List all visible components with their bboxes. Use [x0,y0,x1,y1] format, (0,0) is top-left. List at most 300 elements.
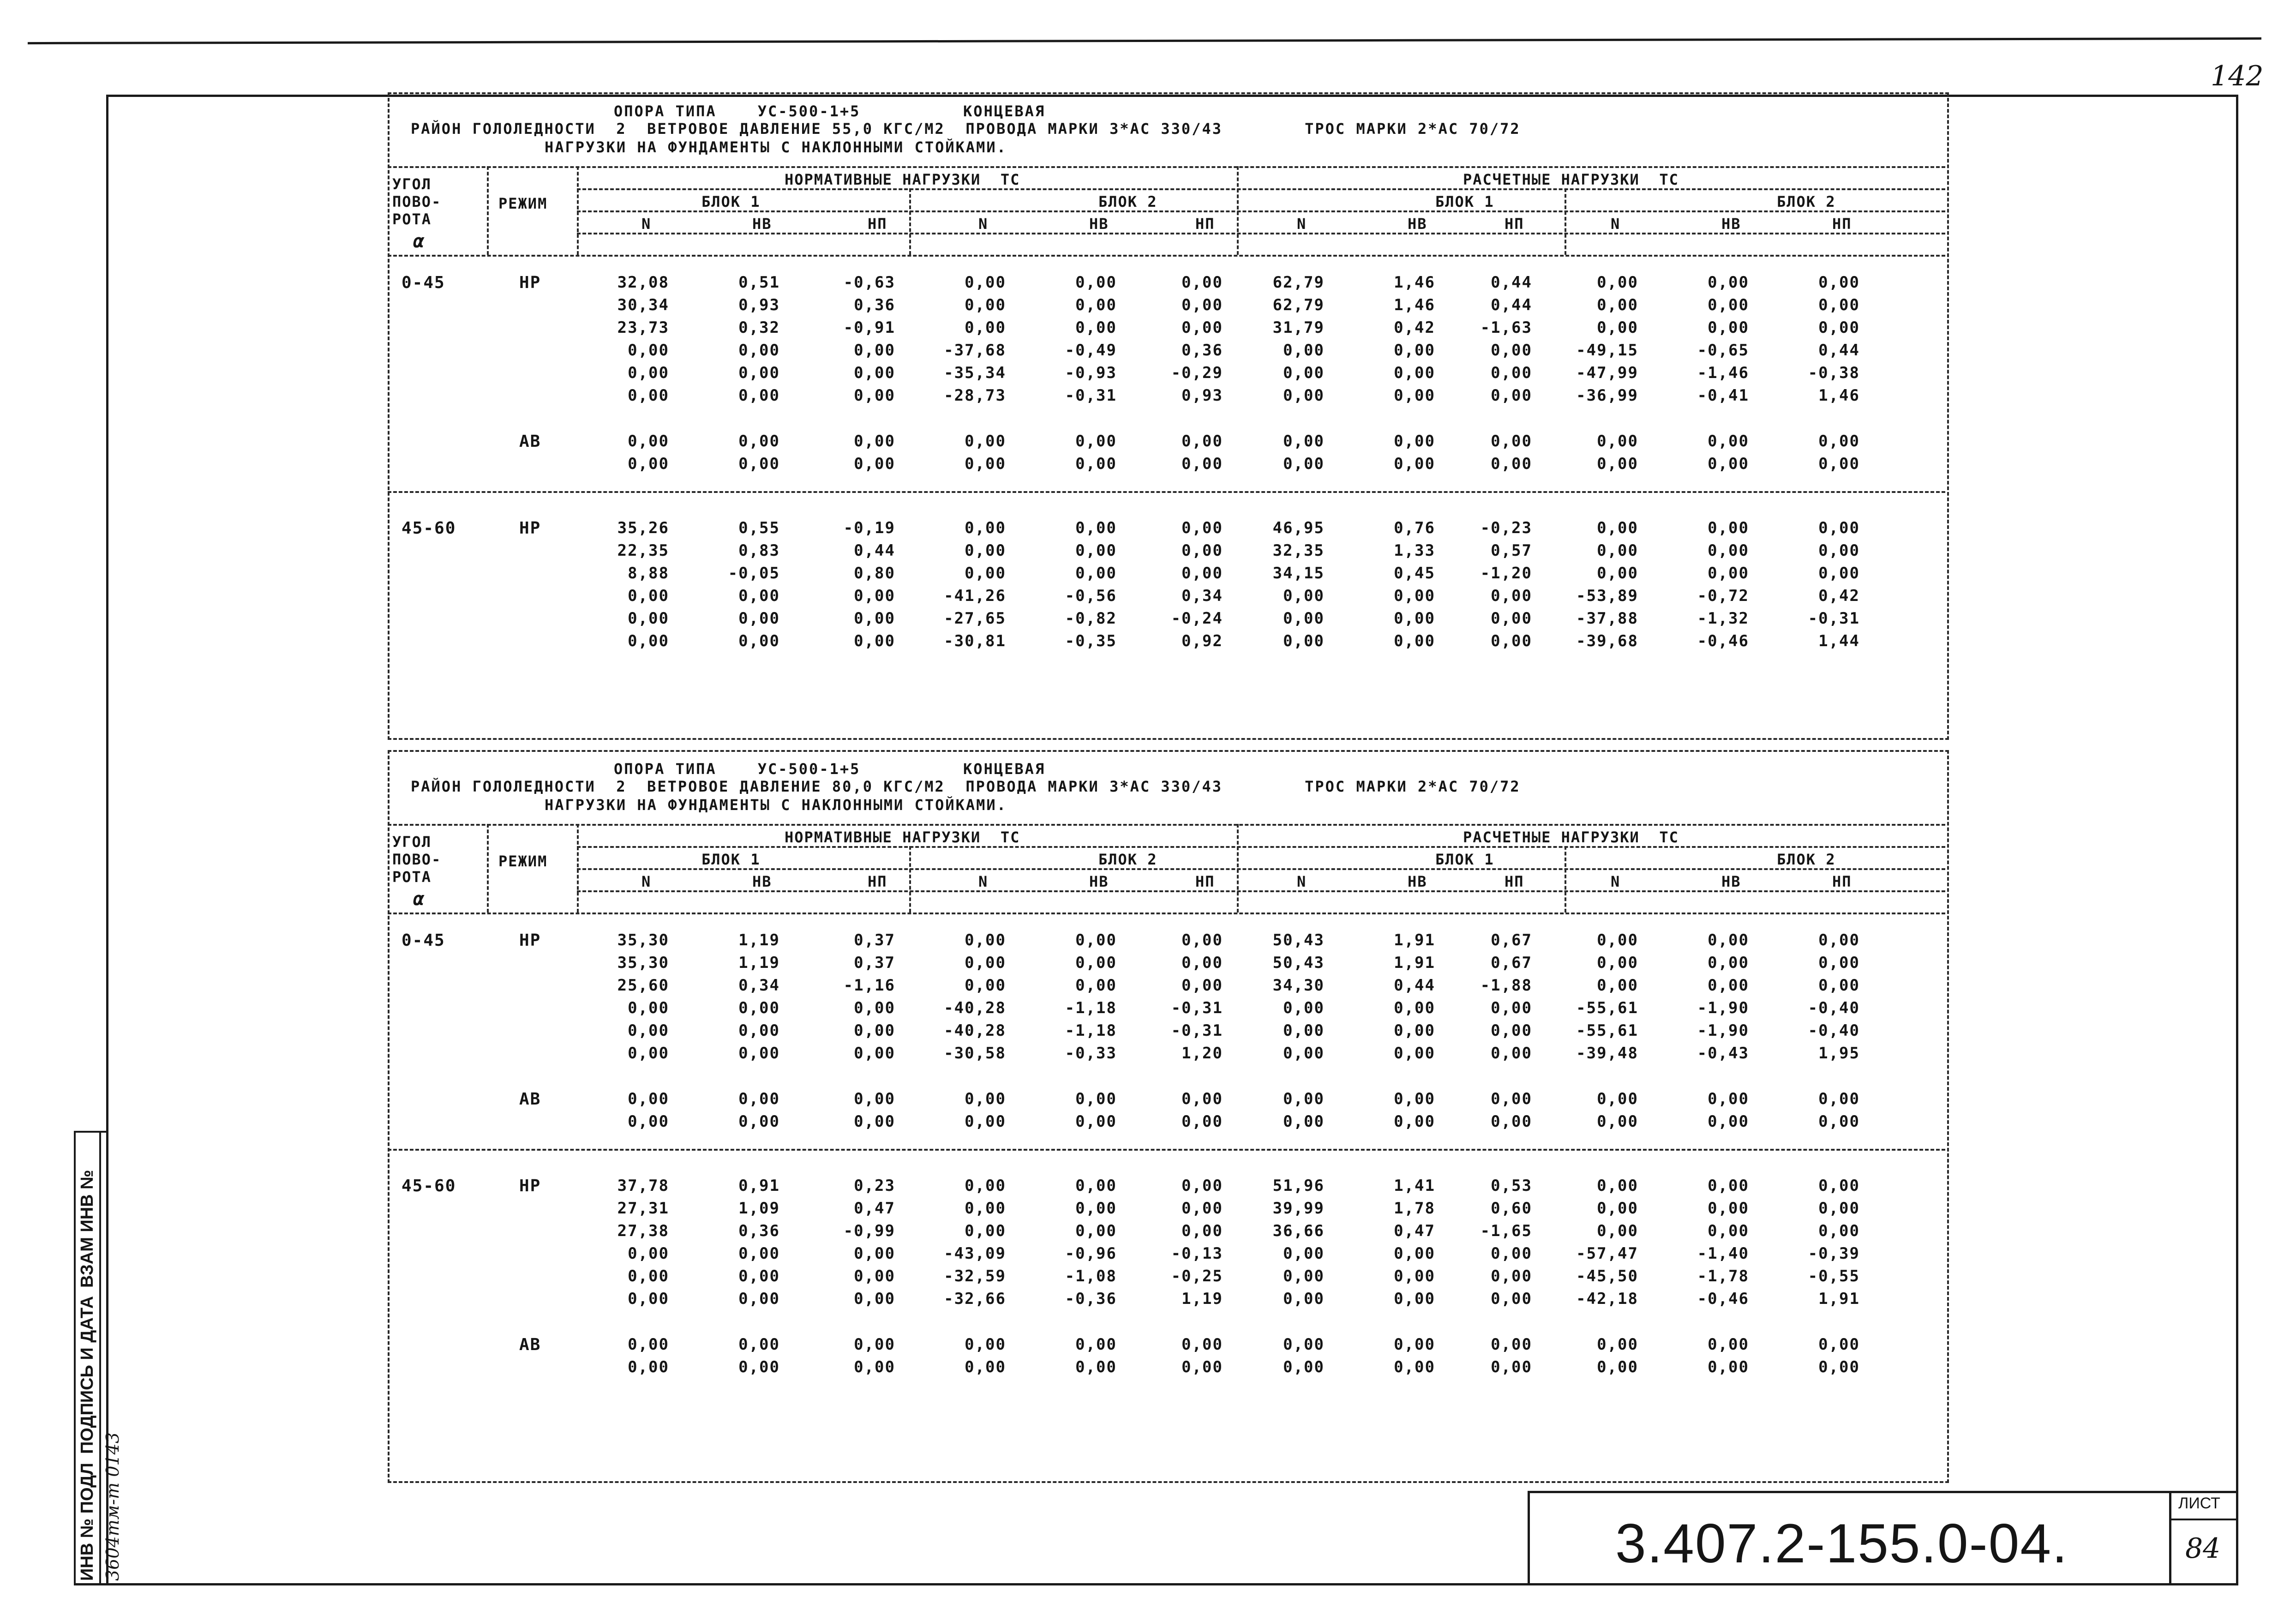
table-cell: 1,95 [1818,1044,1860,1063]
table-cell: 0,00 [1491,364,1532,382]
table-cell: 0,00 [965,976,1006,995]
table-cell: -0,31 [1171,999,1223,1017]
table-cell: 1,91 [1394,931,1435,949]
table-cell: 0,00 [628,1090,669,1108]
table-cell: 35,26 [617,519,669,537]
table-cell: 0,00 [965,564,1006,582]
table-cell: 0,00 [1283,999,1325,1017]
col-sub-label: НВ [752,873,772,890]
table-cell: 1,91 [1394,954,1435,972]
table-cell: 0,00 [1283,609,1325,628]
table-cell: 0,00 [854,1044,895,1063]
sheet-label: ЛИСТ [2178,1495,2220,1512]
col-angle-l3: РОТА [392,868,432,886]
titleblock-divider [2169,1491,2171,1585]
table-cell: 0,00 [1708,273,1749,292]
table-cell: 0,47 [1394,1222,1435,1240]
col-sub-label: N [1297,215,1307,233]
table-cell: 0,00 [1597,519,1638,537]
col-sub-label: N [641,215,652,233]
table-cell: 0,00 [965,1199,1006,1218]
table-cell: -43,09 [944,1244,1006,1263]
table-cell: -55,61 [1576,1021,1638,1040]
table-cell: 0,00 [854,609,895,628]
table-cell: 0,00 [1283,1112,1325,1131]
table-cell: 0,93 [1181,386,1223,405]
stamp-podpis-data: ПОДПИСЬ И ДАТА [78,1296,97,1454]
table-cell: 0,00 [1394,1335,1435,1354]
table-cell: 0,00 [738,386,780,405]
table-cell: -0,93 [1065,364,1117,382]
table-cell: 0,00 [965,541,1006,560]
table-cell: -0,41 [1697,386,1749,405]
col-sub-label: НВ [1408,873,1427,890]
table-cell: 0,00 [1597,455,1638,473]
table-cell: -1,90 [1697,999,1749,1017]
table-cell: 0,00 [1075,1199,1117,1218]
table-cell: -1,40 [1697,1244,1749,1263]
table-cell: 0,00 [1181,976,1223,995]
table-cell: 0,00 [854,632,895,650]
table-cell: 32,08 [617,273,669,292]
table-cell: 0,00 [1394,609,1435,628]
col-sub-label: N [978,873,989,890]
mode-label: НР [519,931,541,950]
table-cell: 0,00 [1708,976,1749,995]
table-cell: 0,00 [854,341,895,360]
table-cell: 0,00 [1181,318,1223,337]
col-angle-l2: ПОВО- [392,193,442,210]
col-sub-label: N [641,873,652,890]
table-cell: 0,00 [965,273,1006,292]
table-cell: -0,36 [1065,1290,1117,1308]
table-cell: 0,00 [1708,1177,1749,1195]
table-cell: 8,88 [628,564,669,582]
section-header-line3: НАГРУЗКИ НА ФУНДАМЕНТЫ С НАКЛОННЫМИ СТОЙКАМИ. [545,796,1007,814]
stamp-handwritten: 3604тм-т 0143 [102,1432,123,1581]
table-cell: 0,00 [1708,1358,1749,1376]
table-cell: -0,40 [1808,999,1860,1017]
mode-label: НР [519,1177,541,1195]
table-cell: 50,43 [1272,931,1325,949]
stamp-inv-podl: ИНВ № ПОДЛ [78,1463,97,1581]
table-cell: -0,05 [728,564,780,582]
header-top-line [388,166,1945,168]
table-cell: -1,65 [1480,1222,1532,1240]
table-cell: 0,00 [1181,432,1223,450]
table-cell: 0,00 [628,1244,669,1263]
table-cell: 0,00 [1708,931,1749,949]
table-cell: 0,00 [628,386,669,405]
table-cell: -0,43 [1697,1044,1749,1063]
table-cell: 0,00 [1283,1021,1325,1040]
table-cell: 0,92 [1181,632,1223,650]
table-cell: 0,36 [738,1222,780,1240]
table-cell: 0,00 [1597,541,1638,560]
table-cell: 0,00 [1181,1335,1223,1354]
table-cell: -30,81 [944,632,1006,650]
table-cell: 0,00 [1491,1290,1532,1308]
table-cell: 30,34 [617,296,669,314]
table-cell: 0,00 [965,931,1006,949]
top-rule [28,37,2261,44]
table-cell: 0,00 [1394,1021,1435,1040]
table-cell: -37,68 [944,341,1006,360]
table-cell: 0,00 [738,1267,780,1285]
table-cell: 35,30 [617,931,669,949]
table-cell: 0,23 [854,1177,895,1195]
stamp-left-border [74,1131,76,1583]
table-cell: -1,32 [1697,609,1749,628]
table-cell: 0,57 [1491,541,1532,560]
table-cell: 0,00 [738,432,780,450]
table-cell: 0,00 [1708,1222,1749,1240]
table-cell: -0,82 [1065,609,1117,628]
table-cell: 0,00 [1181,455,1223,473]
mode-label: НР [519,273,541,292]
table-cell: 0,42 [1394,318,1435,337]
table-cell: -32,59 [944,1267,1006,1285]
table-cell: -0,24 [1171,609,1223,628]
col-sub-label: N [1611,215,1621,233]
table-cell: -1,16 [843,976,895,995]
col-divider-block-n [909,846,911,913]
table-cell: 0,00 [1181,1222,1223,1240]
table-cell: 0,37 [854,931,895,949]
col-angle-l2: ПОВО- [392,851,442,868]
table-cell: 1,91 [1818,1290,1860,1308]
table-cell: 0,00 [1181,1177,1223,1195]
table-cell: 0,00 [1491,632,1532,650]
stamp-top-border [74,1131,108,1133]
table-cell: -49,15 [1576,341,1638,360]
table-cell: 0,00 [628,1267,669,1285]
table-cell: 0,00 [738,455,780,473]
table-cell: -40,28 [944,1021,1006,1040]
table-cell: 0,00 [1283,1090,1325,1108]
table-cell: 62,79 [1272,296,1325,314]
col-sub-label: НП [1505,873,1524,890]
table-cell: 0,00 [1818,519,1860,537]
table-cell: 0,00 [1181,519,1223,537]
header-line-3 [577,210,1945,212]
col-angle-l1: УГОЛ [392,175,432,193]
table-cell: -1,90 [1697,1021,1749,1040]
table-cell: 0,00 [854,1290,895,1308]
table-cell: -0,55 [1808,1267,1860,1285]
table-cell: -32,66 [944,1290,1006,1308]
table-cell: 0,00 [1394,1244,1435,1263]
table-cell: -57,47 [1576,1244,1638,1263]
table-cell: 0,00 [738,1335,780,1354]
table-cell: 0,00 [1597,564,1638,582]
table-cell: 0,00 [1708,296,1749,314]
table-cell: 0,00 [1283,1044,1325,1063]
table-cell: 0,00 [628,455,669,473]
table-cell: 0,60 [1491,1199,1532,1218]
table-cell: 0,00 [738,999,780,1017]
section-header-line1: ОПОРА ТИПА УС-500-1+5 КОНЦЕВАЯ [614,102,1046,120]
table-cell: -40,28 [944,999,1006,1017]
table-cell: 1,09 [738,1199,780,1218]
table-cell: 0,00 [965,432,1006,450]
table-cell: 0,00 [965,1358,1006,1376]
frame-bottom-border [74,1583,2238,1585]
table-cell: 1,46 [1394,296,1435,314]
table-cell: 0,00 [1075,954,1117,972]
table-cell: 0,00 [965,1112,1006,1131]
table-cell: 62,79 [1272,273,1325,292]
col-block2-calc: БЛОК 2 [1777,193,1836,210]
table-cell: 0,00 [1597,296,1638,314]
table-cell: 0,00 [1283,1244,1325,1263]
table-cell: 1,19 [1181,1290,1223,1308]
sheet-number: 84 [2185,1532,2221,1565]
angle-label: 0-45 [402,273,445,292]
table-cell: -1,78 [1697,1267,1749,1285]
table-cell: 0,00 [628,609,669,628]
col-sub-label: НП [1505,215,1524,233]
table-cell: -0,96 [1065,1244,1117,1263]
col-divider-angle [487,166,489,255]
table-cell: 0,00 [1597,1112,1638,1131]
table-cell: 0,00 [738,632,780,650]
col-sub-label: НП [868,873,887,890]
table-cell: 1,19 [738,954,780,972]
section-header-line3: НАГРУЗКИ НА ФУНДАМЕНТЫ С НАКЛОННЫМИ СТОЙКАМИ. [545,138,1007,156]
table-cell: 0,00 [1708,1199,1749,1218]
table-cell: 0,00 [1181,954,1223,972]
table-cell: 0,00 [1708,954,1749,972]
col-normative: НОРМАТИВНЫЕ НАГРУЗКИ ТС [785,829,1020,846]
table-cell: 0,00 [1597,273,1638,292]
table-cell: 36,66 [1272,1222,1325,1240]
table-cell: 0,00 [628,341,669,360]
table-cell: -42,18 [1576,1290,1638,1308]
table-cell: 0,00 [1818,1177,1860,1195]
table-cell: 0,00 [1181,273,1223,292]
table-cell: 0,67 [1491,931,1532,949]
table-cell: 0,00 [738,1244,780,1263]
col-divider-norm-calc [1237,166,1239,255]
table-cell: 0,34 [1181,587,1223,605]
table-cell: 0,00 [965,455,1006,473]
table-cell: 1,44 [1818,632,1860,650]
table-cell: 0,42 [1818,587,1860,605]
table-cell: 0,00 [1283,364,1325,382]
table-cell: 0,00 [628,1335,669,1354]
table-cell: 0,00 [628,432,669,450]
table-cell: 51,96 [1272,1177,1325,1195]
table-cell: 0,00 [1708,519,1749,537]
table-cell: 0,00 [1075,1358,1117,1376]
table-cell: 0,00 [738,364,780,382]
table-cell: 0,00 [1818,541,1860,560]
table-cell: -0,38 [1808,364,1860,382]
table-cell: 0,00 [1394,364,1435,382]
col-sub-label: НВ [1721,873,1741,890]
table-cell: 0,00 [1491,1358,1532,1376]
table-cell: -41,26 [944,587,1006,605]
col-block1-calc: БЛОК 1 [1435,851,1494,868]
table-cell: 31,79 [1272,318,1325,337]
table-cell: 0,00 [1818,1090,1860,1108]
section-header-line1: ОПОРА ТИПА УС-500-1+5 КОНЦЕВАЯ [614,760,1046,778]
table-cell: -47,99 [1576,364,1638,382]
col-divider-block-c [1565,188,1566,255]
mode-label: НР [519,519,541,538]
table-cell: 0,32 [738,318,780,337]
table-cell: 0,76 [1394,519,1435,537]
table-cell: -0,39 [1808,1244,1860,1263]
table-cell: 0,00 [628,632,669,650]
table-cell: 0,00 [1283,1290,1325,1308]
col-angle-l3: РОТА [392,210,432,228]
table-cell: 0,00 [1394,587,1435,605]
table-cell: 0,00 [854,455,895,473]
header-line-4 [577,890,1945,892]
table-cell: 0,00 [628,999,669,1017]
table-cell: 0,00 [1394,1090,1435,1108]
table-cell: 37,78 [617,1177,669,1195]
table-cell: 0,00 [1491,587,1532,605]
table-cell: 0,00 [628,587,669,605]
table-cell: 0,00 [628,1112,669,1131]
table-cell: -1,88 [1480,976,1532,995]
col-block1-calc: БЛОК 1 [1435,193,1494,210]
frame-right-border [2236,95,2238,1585]
table-cell: 0,00 [854,1335,895,1354]
col-sub-label: НП [868,215,887,233]
table-cell: 0,00 [1491,1335,1532,1354]
table-cell: 0,00 [1491,432,1532,450]
table-cell: 1,78 [1394,1199,1435,1218]
col-sub-label: НП [1832,873,1852,890]
table-cell: 0,00 [1818,296,1860,314]
table-cell: 0,00 [1491,999,1532,1017]
table-cell: 0,00 [1283,587,1325,605]
table-cell: 0,00 [1708,541,1749,560]
table-cell: 0,00 [1597,318,1638,337]
table-cell: -0,31 [1808,609,1860,628]
table-cell: 0,00 [1491,1021,1532,1040]
table-cell: 0,00 [628,1044,669,1063]
table-cell: 35,30 [617,954,669,972]
table-cell: 0,53 [1491,1177,1532,1195]
table-cell: 0,00 [1708,318,1749,337]
table-cell: 0,00 [1181,564,1223,582]
sheet-number-handwritten: 142 [2211,60,2264,92]
col-sub-label: НП [1832,215,1852,233]
table-cell: -27,65 [944,609,1006,628]
table-cell: 1,46 [1818,386,1860,405]
table-cell: 0,00 [1597,1199,1638,1218]
table-cell: 0,00 [738,1021,780,1040]
table-cell: 0,00 [628,364,669,382]
table-cell: 0,00 [1818,1222,1860,1240]
table-cell: 0,44 [1491,273,1532,292]
angle-label: 45-60 [402,1177,456,1195]
col-divider-angle [487,824,489,913]
table-cell: 0,00 [1491,1244,1532,1263]
table-cell: 0,00 [1394,1112,1435,1131]
table-cell: 0,37 [854,954,895,972]
table-cell: 0,00 [1708,1335,1749,1354]
table-cell: -0,25 [1171,1267,1223,1285]
table-cell: 0,00 [1394,1358,1435,1376]
col-divider-block-n [909,188,911,255]
table-cell: 0,00 [1597,1090,1638,1108]
table-cell: 0,45 [1394,564,1435,582]
table-cell: -45,50 [1576,1267,1638,1285]
table-cell: 0,91 [738,1177,780,1195]
col-angle-sym: α [413,889,426,910]
header-bottom-line [388,255,1945,257]
header-line-3 [577,868,1945,870]
table-cell: 0,00 [628,1358,669,1376]
titleblock-sheet-line [2169,1519,2238,1520]
table-cell: 50,43 [1272,954,1325,972]
table-cell: 0,93 [738,296,780,314]
col-divider-block-c [1565,846,1566,913]
table-cell: 0,00 [854,1090,895,1108]
table-cell: 0,00 [1075,976,1117,995]
table-cell: 0,00 [1283,386,1325,405]
col-sub-label: N [978,215,989,233]
table-cell: 0,00 [1818,318,1860,337]
table-cell: 1,19 [738,931,780,949]
table-cell: 34,15 [1272,564,1325,582]
col-block2-norm: БЛОК 2 [1098,193,1157,210]
group-separator [388,1149,1945,1151]
table-cell: 0,00 [1075,1222,1117,1240]
table-cell: -0,63 [843,273,895,292]
col-block1-norm: БЛОК 1 [701,193,761,210]
table-cell: -0,33 [1065,1044,1117,1063]
table-cell: 0,00 [965,318,1006,337]
frame-left-border [106,95,108,1585]
angle-label: 45-60 [402,519,456,538]
col-sub-label: НВ [1721,215,1741,233]
table-cell: -30,58 [944,1044,1006,1063]
table-cell: 0,00 [1394,1290,1435,1308]
table-cell: 0,00 [1075,564,1117,582]
document-code: 3.407.2-155.0-04. [1615,1513,2068,1574]
table-cell: 0,00 [854,1358,895,1376]
table-cell: 0,44 [1818,341,1860,360]
header-top-line [388,824,1945,826]
table-cell: 0,00 [1597,954,1638,972]
table-cell: 0,00 [1818,1112,1860,1131]
table-cell: -0,91 [843,318,895,337]
table-cell: 0,00 [1708,564,1749,582]
table-cell: -0,56 [1065,587,1117,605]
table-cell: 0,00 [1394,341,1435,360]
table-cell: 0,00 [1075,432,1117,450]
col-sub-label: НВ [752,215,772,233]
table-cell: 0,00 [1818,273,1860,292]
table-cell: 0,00 [738,1112,780,1131]
table-cell: -1,63 [1480,318,1532,337]
table-cell: 0,00 [1075,519,1117,537]
table-cell: 27,31 [617,1199,669,1218]
stamp-mid-border [99,1131,101,1583]
table-cell: 0,00 [1491,609,1532,628]
table-cell: 0,00 [1075,541,1117,560]
col-sub-label: НВ [1089,215,1109,233]
table-cell: 0,80 [854,564,895,582]
table-cell: 0,00 [1394,632,1435,650]
